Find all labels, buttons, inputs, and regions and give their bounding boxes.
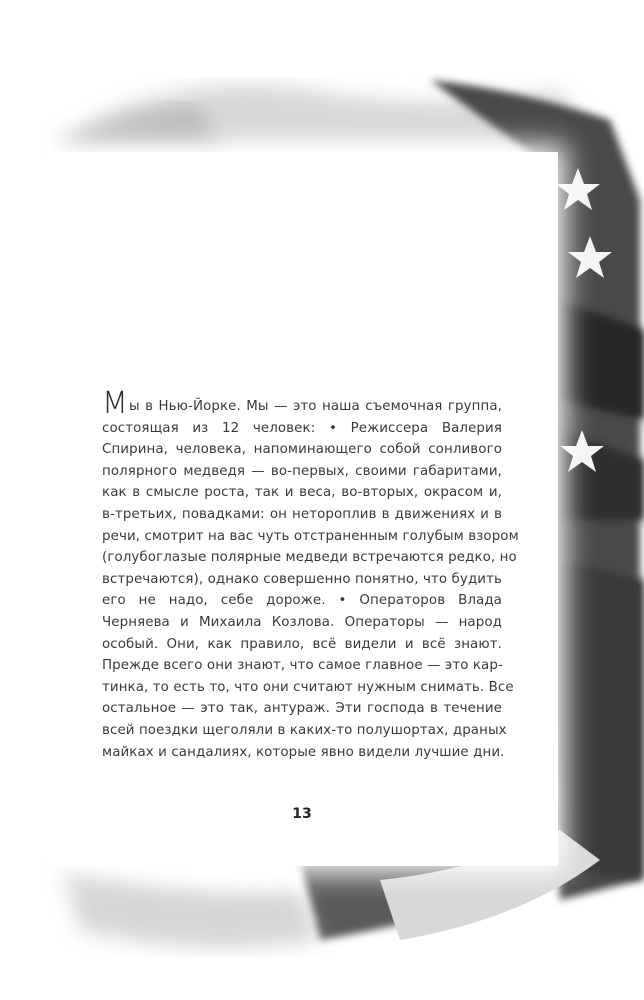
- text-line: всей поездки щеголяли в каких-то полушортах, драных: [102, 722, 507, 738]
- text-line: Прежде всего они знают, что самое главное — это кар-: [102, 658, 503, 674]
- text-line: как в смысле роста, так и веса, во-вторых, окрасом и,: [102, 485, 502, 501]
- text-line: Спирина, человека, напоминающего собой сонливого: [102, 442, 502, 458]
- text-line: встречаются), однако совершенно понятно, что будить: [102, 571, 502, 587]
- text-line: Мы в Нью-Йорке. Мы — это наша съемочная группа,: [102, 386, 502, 421]
- text-line: тинка, то есть то, что они считают нужным снимать. Все: [102, 679, 514, 695]
- text-line: особый. Они, как правило, всё видели и всё знают.: [102, 636, 502, 652]
- text-line: Черняева и Михаила Козлова. Операторы — народ: [102, 614, 502, 630]
- book-page: [46, 152, 558, 866]
- text-line: остальное — это так, антураж. Эти господа в течение: [102, 701, 502, 717]
- bottom-left-shadow: [60, 860, 320, 948]
- text-line: майках и сандалиях, которые явно видели лучшие дни.: [102, 744, 505, 760]
- text-line: в-третьих, повадками: он нетороплив в движениях и в: [102, 506, 502, 522]
- text-line: (голубоглазые полярные медведи встречаются редко, но: [102, 550, 517, 566]
- text-line: полярного медведя — во-первых, своими габаритами,: [102, 463, 502, 479]
- text-line: его не надо, себе дороже. • Операторов Влада: [102, 593, 502, 609]
- body-paragraph: [102, 386, 519, 763]
- drop-cap: М: [102, 386, 128, 421]
- right-flag-lower-field: [560, 560, 644, 880]
- text-line: состоящая из 12 человек: • Режиссера Валерия: [102, 420, 502, 436]
- text-line: речи, смотрит на вас чуть отстраненным голубым взором: [102, 528, 519, 544]
- page-number: 13: [292, 806, 312, 822]
